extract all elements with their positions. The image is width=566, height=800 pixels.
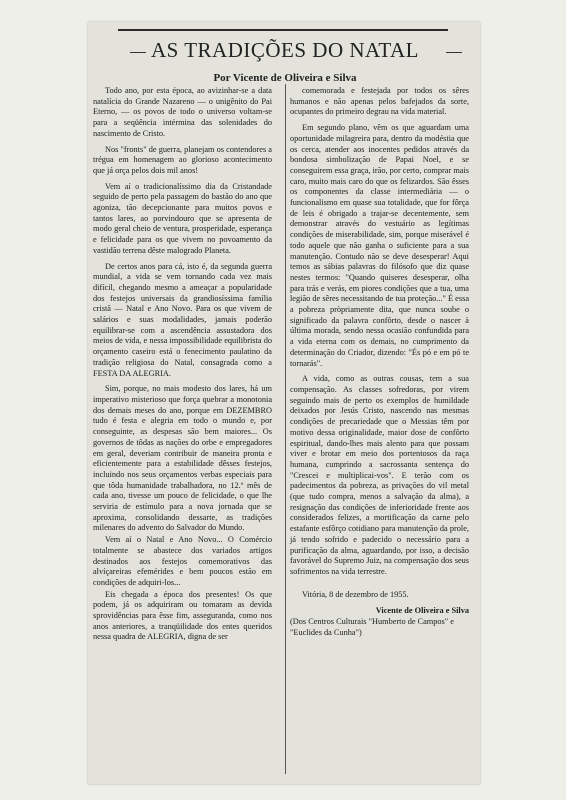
title-dash-right [446,52,462,53]
left-column [93,86,272,644]
paragraph: Vem aí o Natal e Ano Novo... O Comércio totalmente se abastece dos variados artigos destinados aos festejos comemorativos das alvíçareiras efemérides e bem poucos estão em condições de adquiri-los... [93,535,272,587]
column-divider [285,84,286,774]
title-row [100,38,470,68]
article-title: AS TRADIÇÕES DO NATAL [150,38,420,62]
paragraph: Todo ano, por esta época, ao avizinhar-se a data natalícia do Grande Nazareno — o unigênito do Pai Eterno, — os povos de todo o universo voltam-se para a seqüência intérmina das solenidades do nascimento de Cristo. [93,86,272,138]
paragraph: Em segundo plano, vêm os que aguardam uma oportunidade milagreira para, dentro da modéstia que os cerca, atender aos inocentes pedidos através da bondosa simbolização de Papai Noel, e se conseguirem essa graça, irão, por certo, comprar mais caro, muito mais caro do que os felizardos. São êsses os componentes da classe intermediária — o funcionalismo em quase sua totalidade, que for fôrça de leis é obrigado a trajar-se decentemente, sem demonstrar através do vestuário as legítimas condições de miserabilidade, sim, porque miserável é todo aquele que não ganha o suficiente para a sua manutenção. Contudo não se deve desesperar! Aqui temos as sábias palavras do filósofo que diz quase nestes termos: "Quando quiseres desesperar, olha para trás e verás, em piores condições que a tua, uma legião de sêres necessitando de tua proteção..." É essa a pobreza pròpriamente dita, que nunca soube o significado da palavra confôrto, desde o nascer à última morada, sendo nessa ocasião confundida para a vida eterna com os demais, no cumprimento da determinação do Criador, dizendo: "És pó e em pó te tornarás". [290,123,469,368]
paragraph: Eis chegada a época dos presentes! Os que podem, já os adquiriram ou tomaram as devida sprovidências para êsse fim, asseguranda, como nos anos anteriores, a tranqüilidade dos entes queridos nessa quadra de ALEGRIA, digna de ser [93,589,272,642]
paragraph: Sim, porque, no mais modesto dos lares, há um imperativo misterioso que força quebrar a monotonia dos demais meses do ano, porque em DEZEMBRO tudo é festa e alegria em todo o mundo e, por conseguinte, as despesas são bem maiores... Os governos de tôdas as nações do orbe e empregadores em geral, deveriam contribuir de maneira pronta e eficientemente para a estabilidade dêsses festejos, incluindo nos seus orçamentos verbas especiais para que tôda humanidade trabalhadora, no 12.º mês de cada ano, tivesse um pouco de felicidade, o que lhe serviria de estímulo para a nova jornada que se aproxima, consolidando dessarte, as tradições milenares do advento do Salvador do Mundo. [93,384,272,533]
paragraph: Vem aí o tradicionalíssimo dia da Cristandade seguido de perto pela passagem do bastão do ano que agoniza, tão decepcionante para muitos povos e tantos lares, ao porvindouro que se apresenta de modo geral cheio de ventura, prosperidade, esperança e felicidade para os que vivem no povoamento da vastidão terrena dêste malogrado Planeta. [93,181,272,255]
paragraph: comemorada e festejada por todos os sêres humanos e não apenas pelos bafejados da sorte, ocupantes do primeiro degrau na vida material. [290,86,469,117]
author-organization: (Dos Centros Culturais "Humberto de Campos" e "Euclides da Cunha") [290,617,454,637]
header-rule [118,29,448,31]
place-date: Vitória, 8 de dezembro de 1955. [302,589,409,599]
paragraph: Nos "fronts" de guerra, planejam os contendores a trégua em homenagem ao glorioso acontecimento que já orça pelos dois mil anos! [93,144,272,175]
paragraph: A vida, como as outras cousas, tem a sua compensação. As classes sofredoras, por virem seguindo mais de perto os exemplos de humildade deixados por Jesús Cristo, nascendo nas mesmas condições de precariedade que o Messias têm por motivo dessa originalidade, maior dose de confôrto espiritual, dando-lhes mais alento para que possam viver e brotar em meio dos portentosos da raça humana, cumprindo a sacrossanta sentença do "Crescei e multiplicai-vos". E terão com os padecimentos da pobreza, as privações do vil metal (que tudo compra, menos a salvação da alma), a resignação das condições de inferioridade frente aos considerados felizes, a mortificação da carne pelo estafante esfôrço cotidiano para manutenção da prole, já tendo sofrido e padecido o necessário para a purificação da alma, aguardando, por isso, a decisão favorável do Supremo Juiz, na compensação dos seus sofrimentos na vida terrestre. [290,374,469,576]
paragraph: De certos anos para cá, isto é, da segunda guerra mundial, a vida se vem tornando cada vez mais difícil, chegando mesmo a ameaçar a popularidade dos festejos universais da grandiosíssima família cristã — Natal e Ano Novo. Para os que vivem de salários e suas modalidades, jamais poderão equilibrar-se com a ascendência assustadora dos meios de vida, e nessa impossibilidade equilibrista do orçamento caseiro está o fenecimento paulatino da tradição religiosa do Natal, consagrada como a FESTA DA ALEGRIA. [93,261,272,378]
article-byline: Por Vicente de Oliveira e Silva [213,72,357,84]
right-column [290,86,469,638]
author-signature: Vicente de Oliveira e Silva [375,606,469,616]
